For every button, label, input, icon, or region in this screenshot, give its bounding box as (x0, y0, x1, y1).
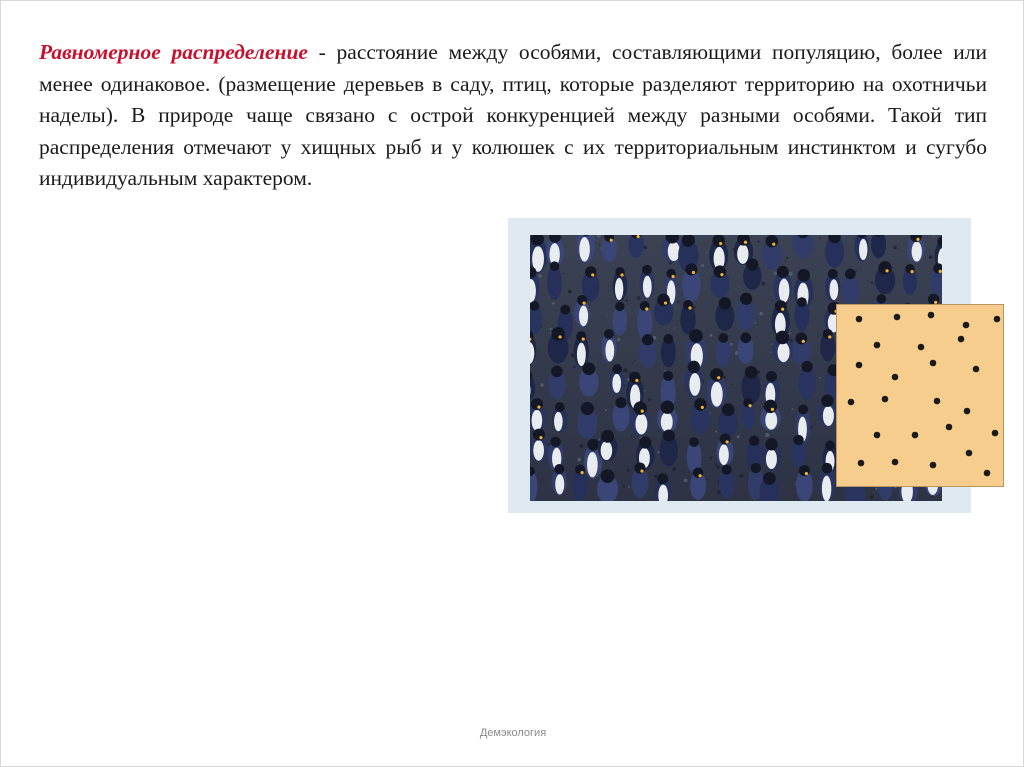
individual-dot (874, 342, 881, 349)
penguin-figure (574, 331, 589, 367)
penguin-figure (907, 235, 925, 263)
individual-dot (892, 459, 899, 466)
individual-dot (848, 399, 855, 406)
penguin-figure (597, 469, 618, 501)
individual-dot (958, 336, 965, 343)
penguin-figure (707, 368, 727, 408)
footer-label: Демэкология (479, 727, 547, 739)
penguin-figure (691, 398, 710, 433)
penguin-figure (774, 266, 792, 304)
penguin-figure (530, 301, 542, 334)
penguin-figure (710, 265, 729, 297)
penguin-figure (530, 370, 535, 402)
penguin-figure (719, 464, 735, 498)
penguin-figure (598, 430, 618, 461)
individual-dot (918, 344, 925, 351)
penguin-figure (602, 235, 617, 262)
penguin-figure (612, 397, 629, 431)
individual-dot (892, 374, 899, 381)
penguin-figure (530, 429, 548, 462)
penguin-figure (737, 293, 756, 331)
penguin-figure (530, 398, 546, 432)
penguin-figure (660, 429, 678, 466)
individual-dot (858, 460, 865, 467)
penguin-figure (579, 362, 598, 396)
individual-dot (984, 470, 991, 477)
penguin-figure (628, 235, 644, 258)
penguin-figure (601, 329, 616, 363)
penguin-figure (772, 331, 793, 364)
individual-dot (946, 424, 953, 431)
individual-dot (856, 316, 863, 323)
penguin-figure (613, 302, 627, 336)
penguin-figure (930, 263, 942, 295)
penguin-figure (903, 264, 917, 295)
definition-paragraph (39, 37, 987, 195)
penguin-figure (661, 334, 676, 367)
individual-dot (856, 362, 863, 369)
individual-dot (973, 366, 980, 373)
penguin-figure (875, 261, 895, 294)
penguin-figure (548, 366, 566, 399)
individual-dot (934, 398, 941, 405)
individual-dot (874, 432, 881, 439)
penguin-figure (716, 333, 731, 367)
illustration-figure (508, 218, 971, 513)
penguin-figure (577, 235, 595, 263)
individual-dot (912, 432, 919, 439)
individual-dot (928, 312, 935, 319)
penguin-figure (825, 235, 844, 268)
penguin-figure (718, 403, 737, 436)
individual-dot (882, 396, 889, 403)
term-heading: Равномерное распределение (39, 40, 308, 64)
penguin-figure (680, 300, 695, 335)
individual-dot (894, 314, 901, 321)
penguin-figure (818, 395, 837, 428)
penguin-figure (657, 400, 678, 432)
penguin-figure (530, 467, 537, 501)
penguin-figure (762, 438, 781, 470)
penguin-figure (530, 331, 536, 366)
penguin-figure (796, 465, 813, 501)
penguin-figure (760, 400, 780, 431)
definition-text: - расстояние между особями, составляющими популяцию, более или менее одинаковое. (размещение деревьев в саду, птиц, которые разделяют территорию на охотничьи наделы). В природе чаще связано с острой конкуренцией между разными особями. Такой тип распределения отмечают у хищных рыб и у колюшек с их территориальным инстинктом и сугубо индивидуальным характером. (39, 40, 988, 190)
penguin-figure (793, 235, 813, 258)
penguin-figure (717, 433, 734, 466)
penguin-figure (715, 297, 734, 331)
individual-dot (994, 316, 1001, 323)
individual-dot (992, 430, 999, 437)
distribution-dots (837, 305, 1003, 486)
individual-dot (963, 322, 970, 329)
penguin-figure (552, 402, 567, 432)
penguin-figure (842, 269, 858, 307)
penguin-figure (610, 364, 625, 394)
penguin-figure (547, 261, 562, 299)
penguin-figure (738, 333, 754, 364)
individual-dot (966, 450, 973, 457)
penguin-figure (762, 235, 781, 270)
penguin-figure (855, 235, 869, 261)
penguin-figure (639, 265, 654, 299)
penguin-figure (871, 235, 886, 258)
penguin-figure (792, 332, 810, 364)
individual-dot (964, 408, 971, 415)
penguin-figure (613, 267, 627, 301)
penguin-figure (820, 329, 835, 362)
uniform-distribution-diagram (836, 304, 1004, 487)
individual-dot (930, 462, 937, 469)
individual-dot (930, 360, 937, 367)
penguin-figure (577, 402, 597, 439)
penguin-figure (825, 269, 840, 301)
